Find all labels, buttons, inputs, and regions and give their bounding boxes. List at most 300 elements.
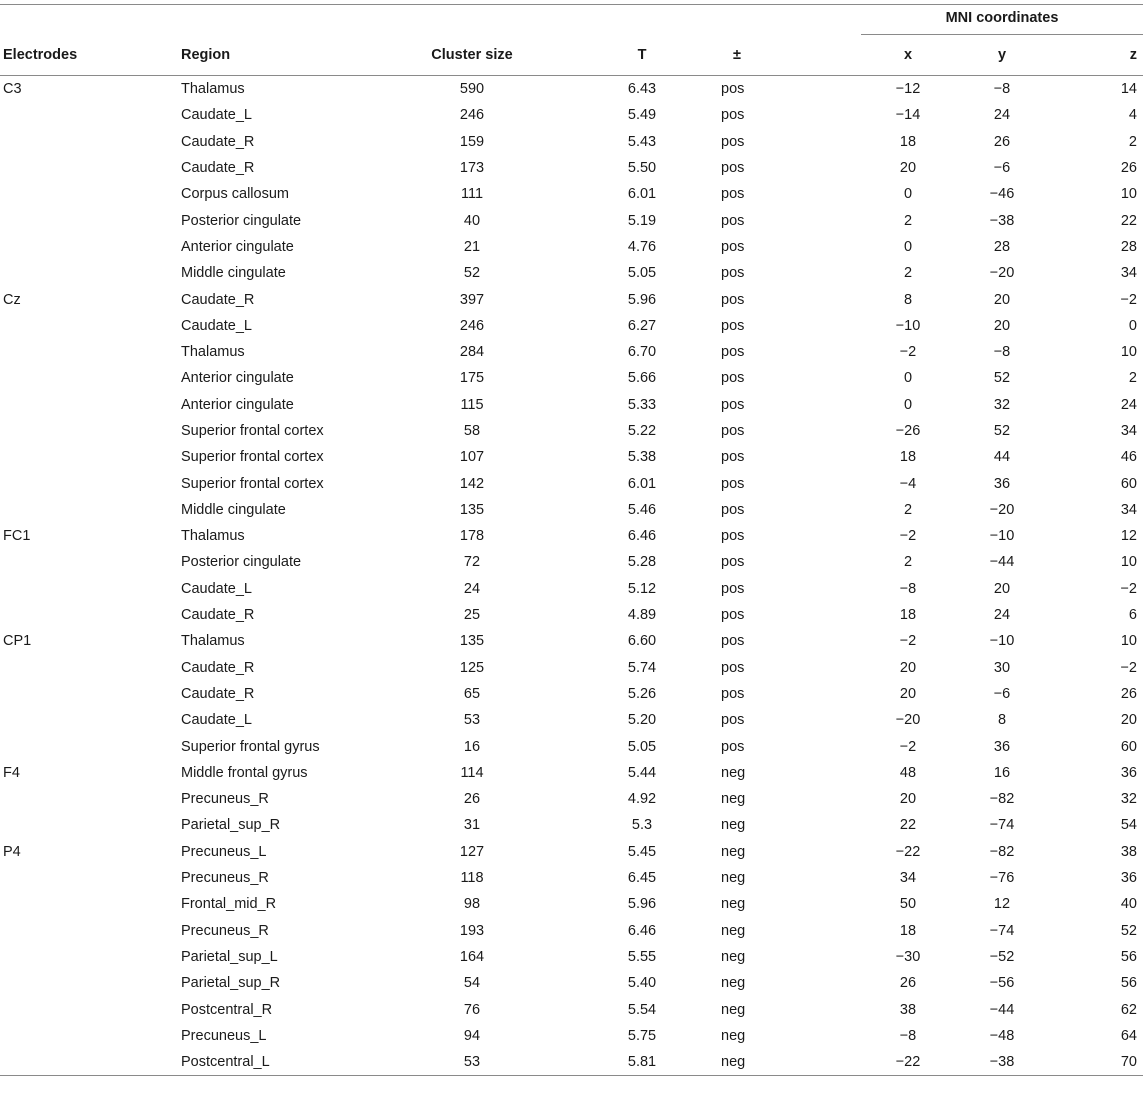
table-row bbox=[0, 286, 1143, 312]
cell-electrode bbox=[0, 970, 181, 996]
cell-y: −20 bbox=[989, 265, 1015, 282]
cell-electrode bbox=[0, 996, 181, 1022]
col-cluster-size: Cluster size bbox=[431, 47, 513, 63]
table-row bbox=[0, 602, 1143, 628]
cell-region: Posterior cingulate bbox=[181, 212, 302, 229]
cell-electrode bbox=[0, 418, 181, 444]
cell-cluster-size: 58 bbox=[463, 423, 481, 439]
cell-y: −82 bbox=[989, 843, 1015, 860]
cell-y: −6 bbox=[993, 160, 1011, 177]
cell-x: −8 bbox=[899, 580, 917, 597]
cell-x: −2 bbox=[899, 633, 917, 650]
cell-cluster-size: 173 bbox=[459, 160, 485, 177]
cell-region: Caudate_R bbox=[181, 160, 255, 177]
cell-t: 5.20 bbox=[627, 712, 657, 729]
cell-z: 24 bbox=[1120, 396, 1137, 413]
cell-region: Superior frontal gyrus bbox=[181, 738, 320, 755]
cell-cluster-size: 175 bbox=[459, 370, 485, 387]
cell-z: 10 bbox=[1120, 186, 1137, 203]
table-row bbox=[0, 129, 1143, 155]
cell-y: −82 bbox=[989, 791, 1015, 808]
cell-sign: pos bbox=[721, 212, 745, 229]
cell-t: 5.66 bbox=[627, 370, 657, 387]
cell-t: 5.74 bbox=[627, 659, 657, 676]
cell-cluster-size: 76 bbox=[463, 1001, 481, 1018]
cell-electrode: C3 bbox=[3, 81, 22, 98]
table-row bbox=[0, 470, 1143, 496]
cell-region: Caudate_R bbox=[181, 685, 255, 702]
table-row bbox=[0, 207, 1143, 233]
cell-z: 32 bbox=[1120, 791, 1137, 808]
cell-z: 22 bbox=[1120, 212, 1137, 229]
cell-region: Anterior cingulate bbox=[181, 238, 294, 255]
table-row bbox=[0, 102, 1143, 128]
cell-t: 5.75 bbox=[627, 1027, 657, 1044]
cell-x: 2 bbox=[903, 554, 913, 571]
cell-x: −8 bbox=[899, 1027, 917, 1044]
cell-t: 5.38 bbox=[627, 449, 657, 466]
cell-region: Thalamus bbox=[181, 528, 245, 545]
cell-cluster-size: 246 bbox=[459, 107, 485, 124]
cell-cluster-size: 25 bbox=[463, 607, 481, 624]
cell-z: 54 bbox=[1120, 817, 1137, 834]
cell-y: 12 bbox=[993, 896, 1011, 913]
cell-z: 20 bbox=[1120, 712, 1137, 729]
cell-sign: pos bbox=[721, 160, 745, 177]
col-y: y bbox=[997, 47, 1007, 63]
cell-y: −8 bbox=[993, 81, 1011, 98]
col-z: z bbox=[1129, 47, 1137, 63]
cell-region: Superior frontal cortex bbox=[181, 423, 324, 439]
cell-electrode: Cz bbox=[3, 291, 21, 308]
cell-z: 14 bbox=[1120, 81, 1137, 98]
cell-electrode bbox=[0, 181, 181, 207]
cell-y: 44 bbox=[993, 449, 1011, 466]
cell-z: 70 bbox=[1049, 1049, 1143, 1076]
header-row-columns bbox=[0, 35, 1143, 76]
cell-region: Middle cingulate bbox=[181, 501, 286, 518]
cell-sign: pos bbox=[721, 238, 745, 255]
col-sign: ± bbox=[733, 47, 741, 63]
cell-y: −52 bbox=[989, 948, 1015, 965]
cell-region: Caudate_L bbox=[181, 712, 252, 729]
cell-x: 50 bbox=[899, 896, 917, 913]
cell-sign: neg bbox=[721, 791, 746, 808]
table-row bbox=[0, 733, 1143, 759]
cell-x: −10 bbox=[895, 317, 921, 334]
table-row bbox=[0, 681, 1143, 707]
cell-y: 52 bbox=[993, 423, 1011, 439]
cell-t: 4.92 bbox=[627, 791, 657, 808]
cell-sign: pos bbox=[721, 81, 745, 98]
cell-cluster-size: 118 bbox=[460, 870, 484, 887]
table-row bbox=[0, 865, 1143, 891]
mni-group-header bbox=[861, 5, 1143, 36]
cell-t: 4.76 bbox=[627, 238, 657, 255]
cell-cluster-size: 52 bbox=[463, 265, 481, 282]
cell-z: −2 bbox=[1120, 291, 1137, 308]
cell-sign: pos bbox=[721, 265, 745, 282]
cell-cluster-size: 31 bbox=[463, 817, 481, 834]
cell-cluster-size: 24 bbox=[463, 580, 481, 597]
cell-y: −76 bbox=[989, 870, 1015, 887]
cell-cluster-size: 54 bbox=[463, 975, 481, 992]
cell-t: 5.43 bbox=[627, 133, 657, 150]
cell-z: 34 bbox=[1120, 501, 1137, 518]
cell-z: 60 bbox=[1120, 738, 1137, 755]
table-row bbox=[0, 155, 1143, 181]
cell-y: −8 bbox=[993, 344, 1011, 361]
cell-region: Caudate_L bbox=[181, 317, 252, 334]
cell-region: Anterior cingulate bbox=[181, 370, 294, 387]
cell-electrode bbox=[0, 155, 181, 181]
cell-electrode bbox=[0, 207, 181, 233]
cell-y: −38 bbox=[955, 1049, 1049, 1076]
cell-electrode bbox=[0, 786, 181, 812]
cell-t: 5.54 bbox=[627, 1001, 657, 1018]
cell-sign: neg bbox=[721, 870, 746, 887]
cell-cluster-size: 142 bbox=[459, 475, 485, 492]
cell-z: −2 bbox=[1120, 580, 1137, 597]
cell-region: Precuneus_R bbox=[181, 922, 269, 939]
cell-y: −74 bbox=[989, 817, 1015, 834]
table-row bbox=[0, 655, 1143, 681]
cell-region: Caudate_L bbox=[181, 107, 252, 124]
cell-sign: pos bbox=[721, 738, 745, 755]
cell-region: Posterior cingulate bbox=[181, 554, 302, 571]
cell-x: −2 bbox=[899, 738, 917, 755]
cell-sign: pos bbox=[721, 659, 745, 676]
cell-x: 38 bbox=[899, 1001, 917, 1018]
cell-z: 34 bbox=[1120, 265, 1137, 282]
table-row bbox=[0, 918, 1143, 944]
table-row bbox=[0, 707, 1143, 733]
cell-z: 56 bbox=[1120, 948, 1137, 965]
cell-y: −10 bbox=[989, 528, 1015, 545]
cell-x: 18 bbox=[899, 449, 917, 466]
cell-region: Middle cingulate bbox=[181, 265, 286, 282]
cell-region: Thalamus bbox=[181, 81, 245, 98]
cell-cluster-size: 590 bbox=[459, 81, 485, 98]
cell-x: 34 bbox=[899, 870, 917, 887]
cell-electrode: CP1 bbox=[3, 633, 32, 650]
cell-t: 6.27 bbox=[627, 317, 657, 334]
cell-y: −20 bbox=[989, 501, 1015, 518]
col-t: T bbox=[637, 47, 647, 63]
table-row bbox=[0, 76, 1143, 103]
cell-cluster-size: 193 bbox=[459, 922, 485, 939]
cell-electrode: FC1 bbox=[3, 528, 31, 545]
cell-t: 5.46 bbox=[627, 501, 657, 518]
cell-z: 28 bbox=[1120, 238, 1137, 255]
cell-x: 0 bbox=[903, 370, 913, 387]
cell-z: 64 bbox=[1120, 1027, 1137, 1044]
cell-y: 24 bbox=[993, 107, 1011, 124]
cell-cluster-size: 111 bbox=[460, 186, 484, 203]
cell-region: Corpus callosum bbox=[181, 186, 289, 203]
cell-y: 8 bbox=[997, 712, 1007, 729]
cell-region: Caudate_R bbox=[181, 659, 255, 676]
cell-sign: neg bbox=[721, 1049, 861, 1076]
cell-z: 26 bbox=[1120, 685, 1137, 702]
table-row bbox=[0, 549, 1143, 575]
cell-region: Superior frontal cortex bbox=[181, 449, 324, 466]
table-row bbox=[0, 944, 1143, 970]
table-row bbox=[0, 839, 1143, 865]
cell-t: 6.01 bbox=[627, 186, 657, 203]
cell-region: Precuneus_R bbox=[181, 870, 269, 887]
cell-x: −4 bbox=[899, 475, 917, 492]
cell-y: 24 bbox=[993, 607, 1011, 624]
col-electrodes: Electrodes bbox=[3, 47, 78, 63]
results-table bbox=[0, 4, 1143, 1076]
cell-cluster-size: 246 bbox=[459, 317, 485, 334]
cell-cluster-size: 397 bbox=[459, 291, 485, 308]
table-row bbox=[0, 313, 1143, 339]
cell-y: 16 bbox=[993, 764, 1011, 781]
cell-sign: pos bbox=[721, 712, 745, 729]
cell-cluster-size: 125 bbox=[459, 659, 485, 676]
cell-x: −20 bbox=[895, 712, 921, 729]
table-header bbox=[0, 5, 1143, 76]
cell-region: Superior frontal cortex bbox=[181, 475, 324, 492]
cell-x: 20 bbox=[899, 659, 917, 676]
cell-region: Parietal_sup_R bbox=[181, 975, 281, 992]
cell-sign: neg bbox=[721, 1001, 746, 1018]
cell-x: −12 bbox=[895, 81, 921, 98]
cell-cluster-size: 26 bbox=[463, 791, 481, 808]
cell-t: 6.46 bbox=[627, 528, 657, 545]
cell-t: 5.55 bbox=[627, 948, 657, 965]
cell-electrode bbox=[0, 865, 181, 891]
cell-sign: pos bbox=[721, 528, 745, 545]
table-row bbox=[0, 970, 1143, 996]
cell-electrode bbox=[0, 444, 181, 470]
cell-electrode bbox=[0, 576, 181, 602]
cell-t: 5.19 bbox=[627, 212, 657, 229]
cell-electrode bbox=[0, 260, 181, 286]
cell-z: 56 bbox=[1120, 975, 1137, 992]
cell-electrode bbox=[0, 707, 181, 733]
cell-y: 20 bbox=[993, 291, 1011, 308]
cell-x: −2 bbox=[899, 528, 917, 545]
cell-region: Precuneus_L bbox=[181, 843, 267, 860]
cell-sign: pos bbox=[721, 449, 745, 466]
cell-x: 2 bbox=[903, 212, 913, 229]
table-row bbox=[0, 260, 1143, 286]
cell-t: 6.60 bbox=[627, 633, 657, 650]
cell-y: 52 bbox=[993, 370, 1011, 387]
cell-sign: pos bbox=[721, 423, 745, 439]
cell-x: 20 bbox=[899, 160, 917, 177]
cell-electrode bbox=[0, 365, 181, 391]
cell-x: 0 bbox=[903, 186, 913, 203]
cell-sign: pos bbox=[721, 186, 745, 203]
cell-t: 5.33 bbox=[627, 396, 657, 413]
cell-y: 20 bbox=[993, 317, 1011, 334]
cell-sign: pos bbox=[721, 317, 745, 334]
cell-y: 26 bbox=[993, 133, 1011, 150]
cell-z: −2 bbox=[1120, 659, 1137, 676]
cell-sign: neg bbox=[721, 948, 746, 965]
cell-y: −44 bbox=[989, 1001, 1015, 1018]
cell-z: 2 bbox=[1128, 370, 1137, 387]
col-region: Region bbox=[181, 47, 231, 63]
cell-z: 10 bbox=[1120, 554, 1137, 571]
cell-region: Caudate_L bbox=[181, 580, 252, 597]
cell-region: Caudate_R bbox=[181, 607, 255, 624]
cell-electrode bbox=[0, 918, 181, 944]
table-row bbox=[0, 365, 1143, 391]
cell-electrode bbox=[0, 339, 181, 365]
cell-z: 38 bbox=[1120, 843, 1137, 860]
cell-sign: pos bbox=[721, 501, 745, 518]
cell-x: −26 bbox=[895, 423, 921, 439]
cell-electrode bbox=[0, 234, 181, 260]
cell-sign: pos bbox=[721, 685, 745, 702]
cell-cluster-size: 53 bbox=[463, 712, 481, 729]
cell-z: 12 bbox=[1120, 528, 1137, 545]
cell-z: 0 bbox=[1128, 317, 1137, 334]
cell-t: 5.05 bbox=[627, 738, 657, 755]
cell-cluster-size: 16 bbox=[463, 738, 481, 755]
cell-electrode bbox=[0, 129, 181, 155]
cell-x: 20 bbox=[899, 791, 917, 808]
table-row bbox=[0, 523, 1143, 549]
cell-t: 5.3 bbox=[631, 817, 653, 834]
cell-t: 5.22 bbox=[627, 423, 657, 439]
cell-t: 6.43 bbox=[627, 81, 657, 98]
cell-sign: neg bbox=[721, 975, 746, 992]
cell-y: −56 bbox=[989, 975, 1015, 992]
cell-region: Postcentral_R bbox=[181, 1001, 273, 1018]
cell-electrode bbox=[0, 549, 181, 575]
cell-t: 5.45 bbox=[627, 843, 657, 860]
cell-sign: neg bbox=[721, 817, 746, 834]
cell-y: 32 bbox=[993, 396, 1011, 413]
cell-sign: pos bbox=[721, 580, 745, 597]
table-row bbox=[0, 812, 1143, 838]
cell-region: Frontal_mid_R bbox=[181, 896, 277, 913]
cell-t: 5.96 bbox=[627, 896, 657, 913]
cell-region: Thalamus bbox=[181, 344, 245, 361]
cell-t: 5.26 bbox=[627, 685, 657, 702]
cell-t: 6.01 bbox=[627, 475, 657, 492]
cell-region: Caudate_R bbox=[181, 291, 255, 308]
mni-coordinates-label: MNI coordinates bbox=[861, 10, 1143, 35]
col-x: x bbox=[903, 47, 913, 63]
cell-x: 48 bbox=[899, 764, 917, 781]
cell-z: 6 bbox=[1128, 607, 1137, 624]
cell-cluster-size: 115 bbox=[460, 396, 484, 413]
table-row bbox=[0, 181, 1143, 207]
cell-t: 5.40 bbox=[627, 975, 657, 992]
cell-electrode bbox=[0, 655, 181, 681]
cell-electrode bbox=[0, 812, 181, 838]
cell-t: 6.45 bbox=[627, 870, 657, 887]
cell-cluster-size: 53 bbox=[381, 1049, 563, 1076]
cell-region: Caudate_R bbox=[181, 133, 255, 150]
cell-electrode: F4 bbox=[3, 764, 20, 781]
cell-z: 60 bbox=[1120, 475, 1137, 492]
cell-electrode bbox=[0, 102, 181, 128]
cell-y: −10 bbox=[989, 633, 1015, 650]
cell-x: 18 bbox=[899, 607, 917, 624]
cell-sign: pos bbox=[721, 107, 745, 124]
cell-t: 4.89 bbox=[627, 607, 657, 624]
cell-z: 2 bbox=[1128, 133, 1137, 150]
cell-sign: pos bbox=[721, 554, 745, 571]
cell-t: 5.44 bbox=[627, 764, 657, 781]
cell-region: Precuneus_R bbox=[181, 791, 269, 808]
table-row bbox=[0, 497, 1143, 523]
cell-y: 28 bbox=[993, 238, 1011, 255]
cell-y: 20 bbox=[993, 580, 1011, 597]
cell-electrode bbox=[0, 392, 181, 418]
cell-sign: neg bbox=[721, 1027, 746, 1044]
table-row bbox=[0, 628, 1143, 654]
cell-cluster-size: 114 bbox=[460, 764, 484, 781]
cell-electrode bbox=[0, 470, 181, 496]
cell-z: 46 bbox=[1120, 449, 1137, 466]
cell-cluster-size: 94 bbox=[463, 1027, 481, 1044]
cell-region: Precuneus_L bbox=[181, 1027, 267, 1044]
cell-z: 10 bbox=[1120, 633, 1137, 650]
cell-cluster-size: 127 bbox=[459, 843, 485, 860]
table-row bbox=[0, 418, 1143, 444]
cell-sign: pos bbox=[721, 396, 745, 413]
table-row bbox=[0, 234, 1143, 260]
cell-z: 36 bbox=[1120, 870, 1137, 887]
table-row bbox=[0, 786, 1143, 812]
cell-x: −30 bbox=[895, 948, 921, 965]
cell-t: 6.46 bbox=[627, 922, 657, 939]
cell-electrode: P4 bbox=[3, 843, 21, 860]
cell-z: 40 bbox=[1120, 896, 1137, 913]
cell-z: 10 bbox=[1120, 344, 1137, 361]
cell-x: 2 bbox=[903, 501, 913, 518]
cell-sign: pos bbox=[721, 370, 745, 387]
cell-x: −22 bbox=[861, 1049, 955, 1076]
table-row bbox=[0, 392, 1143, 418]
cell-electrode bbox=[0, 891, 181, 917]
cell-sign: pos bbox=[721, 291, 745, 308]
cell-y: 36 bbox=[993, 475, 1011, 492]
cell-cluster-size: 159 bbox=[459, 133, 485, 150]
cell-electrode bbox=[0, 733, 181, 759]
cell-electrode bbox=[0, 602, 181, 628]
cell-x: 0 bbox=[903, 238, 913, 255]
cell-cluster-size: 284 bbox=[459, 344, 485, 361]
cell-region: Middle frontal gyrus bbox=[181, 764, 308, 781]
cell-cluster-size: 135 bbox=[459, 501, 485, 518]
cell-y: −48 bbox=[989, 1027, 1015, 1044]
cell-y: 30 bbox=[993, 659, 1011, 676]
cell-region: Postcentral_L bbox=[181, 1049, 381, 1076]
cell-z: 52 bbox=[1120, 922, 1137, 939]
table-row bbox=[0, 339, 1143, 365]
cell-cluster-size: 178 bbox=[459, 528, 485, 545]
cell-region: Thalamus bbox=[181, 633, 245, 650]
cell-region: Parietal_sup_L bbox=[181, 948, 278, 965]
cell-electrode bbox=[0, 681, 181, 707]
cell-x: −22 bbox=[895, 843, 921, 860]
table-body bbox=[0, 76, 1143, 1076]
cell-x: 20 bbox=[899, 685, 917, 702]
cell-y: −46 bbox=[989, 186, 1015, 203]
cell-electrode bbox=[0, 313, 181, 339]
cell-y: −6 bbox=[993, 685, 1011, 702]
